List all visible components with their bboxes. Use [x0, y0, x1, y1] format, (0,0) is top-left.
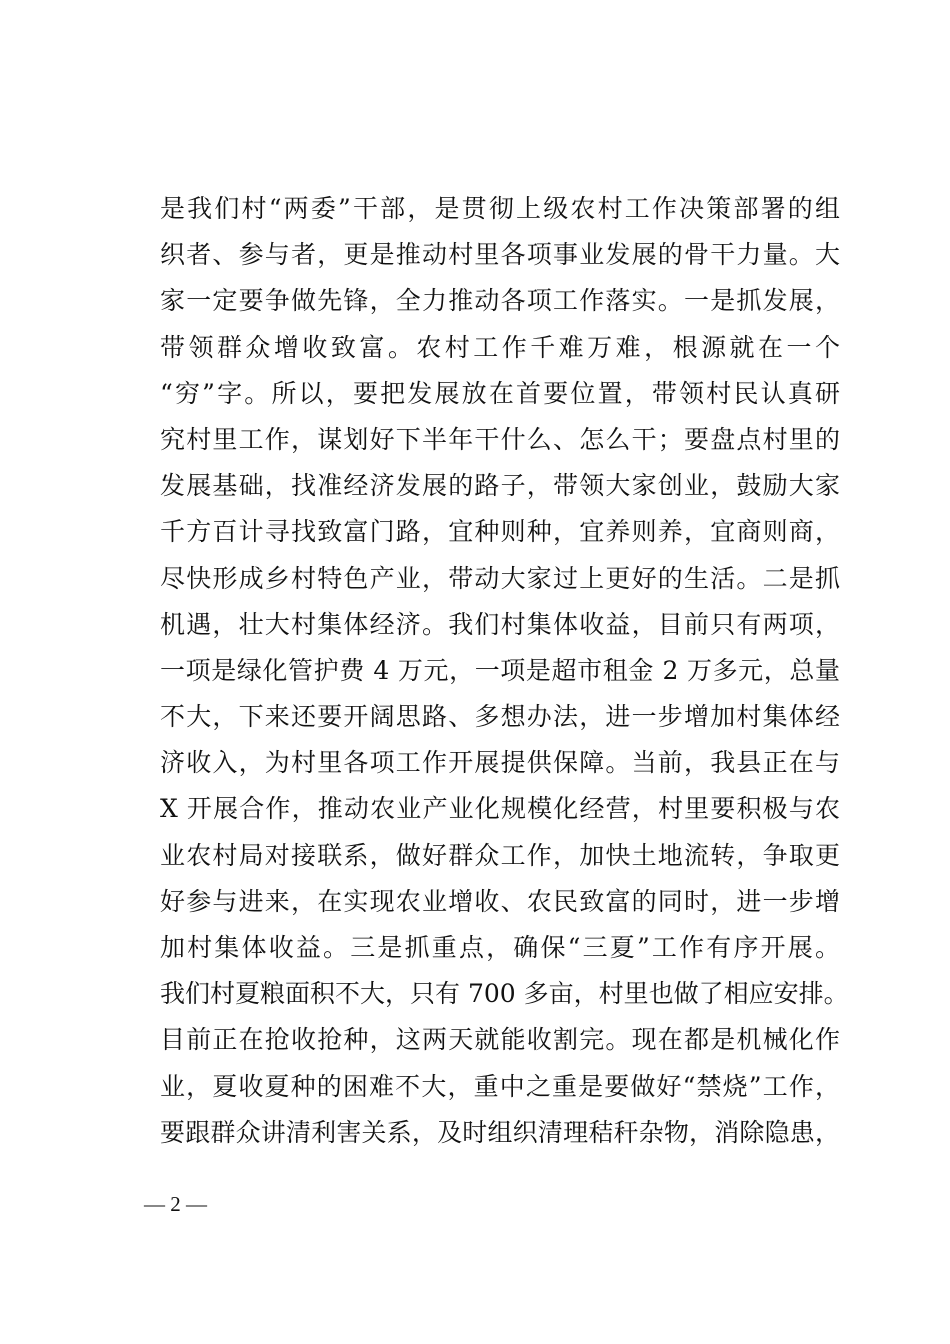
text-line: 是我们村“两委”干部，是贯彻上级农村工作决策部署的组 — [160, 194, 840, 223]
text-line: 加村集体收益。三是抓重点，确保“三夏”工作有序开展。 — [160, 933, 840, 962]
text-line: 目前正在抢收抢种，这两天就能收割完。现在都是机械化作 — [160, 1025, 840, 1055]
text-line: “穷”字。所以，要把发展放在首要位置，带领村民认真研 — [160, 378, 840, 408]
text-line: 业农村局对接联系，做好群众工作，加快土地流转，争取更 — [160, 840, 840, 870]
text-line: 千方百计寻找致富门路，宜种则种，宜养则养，宜商则商， — [160, 517, 840, 547]
text-line: 家一定要争做先锋，全力推动各项工作落实。一是抓发展， — [160, 286, 840, 316]
text-line: 织者、参与者，更是推动村里各项事业发展的骨干力量。大 — [160, 240, 840, 270]
text-line: X 开展合作，推动农业产业化规模化经营，村里要积极与农 — [160, 794, 840, 824]
text-line: 我们村夏粮面积不大，只有 700 多亩，村里也做了相应安排。 — [160, 979, 849, 1009]
text-line: 不大，下来还要开阔思路、多想办法，进一步增加村集体经 — [160, 702, 840, 732]
body-text — [160, 186, 849, 1156]
text-line: 业，夏收夏种的困难不大，重中之重是要做好“禁烧”工作， — [160, 1071, 840, 1101]
text-line: 尽快形成乡村特色产业，带动大家过上更好的生活。二是抓 — [160, 563, 840, 593]
text-line: 一项是绿化管护费 4 万元，一项是超市租金 2 万多元，总量 — [160, 655, 840, 685]
text-line: 济收入，为村里各项工作开展提供保障。当前，我县正在与 — [160, 748, 840, 778]
text-line: 带领群众增收致富。农村工作千难万难，根源就在一个 — [160, 332, 840, 362]
text-line: 机遇，壮大村集体经济。我们村集体收益，目前只有两项， — [160, 609, 840, 639]
text-line: 要跟群众讲清利害关系，及时组织清理秸秆杂物，消除隐患， — [160, 1117, 840, 1147]
text-line: 发展基础，找准经济发展的路子，带领大家创业，鼓励大家 — [160, 471, 840, 501]
page-number: — 2 — — [144, 1192, 207, 1216]
text-line: 好参与进来，在实现农业增收、农民致富的同时，进一步增 — [160, 886, 840, 916]
text-line: 究村里工作，谋划好下半年干什么、怎么干；要盘点村里的 — [160, 424, 840, 454]
